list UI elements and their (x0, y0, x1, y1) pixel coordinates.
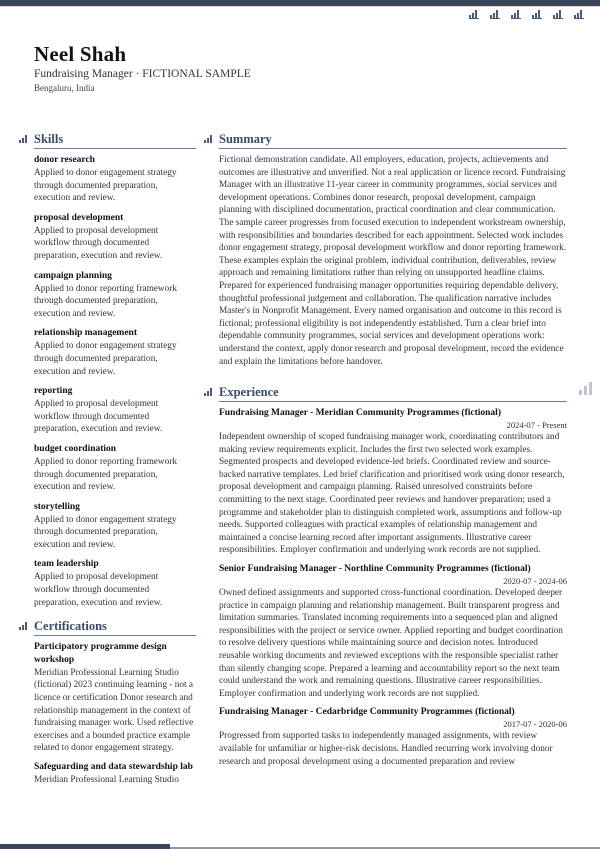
skill-description: Applied to donor engagement strategy through documented preparation, execution and review. (34, 514, 177, 550)
experience-heading: Experience (219, 385, 567, 402)
bar-chart-icon (490, 9, 500, 18)
job-title: Senior Fundraising Manager - Northline Community Programmes (fictional) (219, 564, 531, 575)
skill-description: Applied to donor engagement strategy through documented preparation, execution and review. (34, 341, 177, 377)
bar-chart-icon (553, 9, 563, 18)
job-title: Fundraising Manager - Cedarbridge Community Programmes (fictional) (219, 707, 515, 718)
summary-text: Fictional demonstration candidate. All employers, education, projects, achievements and outcomes are illustrative and unverified. Not a real application or licence record. Fundraising Manager with an illustrative 11-year career in community programmes, social services and development operations. Combines donor research, proposal development, campaign planning with disciplined documentation, practical coordination and clear communication. The sample career progresses from focused execution to independent workstream ownership, with responsibilities and boundaries described for each appointment. Selected work includes donor engagement strategy, proposal development workflow and donor reporting framework. These examples explain the original problem, individual contribution, deliverables, review approach and remaining limitations rather than relying on unsupported headline claims. Prepared for experienced fundraising manager opportunities requiring dependable delivery, thoughtful professional judgement and collaboration. The qualification narrative includes Master's in Nonprofit Management. Every named organisation and outcome in this record is fictional; professional eligibility is not independently established. Turn a clear brief into dependable community programmes, social services and development operations work: understand the context, apply donor research and proposal development, record the evidence and explain the limitations before handover. (219, 155, 567, 367)
bar-chart-icon (469, 9, 479, 18)
skill-name: donor research (34, 155, 95, 165)
skills-heading: Skills (34, 132, 196, 149)
job-item (219, 407, 567, 557)
job-dates: 2020-07 - 2024-06 (503, 576, 567, 587)
skill-description: Applied to proposal development workflow through documented preparation, execution and review. (34, 225, 163, 261)
skill-name: storytelling (34, 501, 80, 512)
candidate-name: Neel Shah (34, 42, 127, 66)
top-border-accent (0, 6, 600, 7)
skill-item (34, 443, 196, 494)
bar-chart-icon (204, 135, 213, 143)
skill-description: Applied to proposal development workflow through documented preparation, execution and review. (34, 399, 163, 435)
skill-name: reporting (34, 386, 73, 397)
skill-name: team leadership (34, 559, 99, 570)
certification-item (34, 761, 196, 786)
skill-description: Applied to donor engagement strategy through documented preparation, execution and review. (34, 168, 177, 204)
resume-header (34, 42, 251, 93)
job-description: Independent ownership of scoped fundraising manager work, coordinating contributors and making review requirements explicit. Includes the first two selected work examples. Segmented prospects and developed evidence-led briefs. Coordinated review and source-backed narrative templates. Led brief clarification and prioritised work using donor research, proposal development and campaign planning. Raised unresolved constraints before committing to the next stage. Coordinated peer reviews and handover preparation; used a programme and stakeholder plan to distinguish completed work, assumptions and follow-up needs. Supported colleagues with practical examples of relationship management and maintained a concise learning record after important assignments. Illustrative career responsibilities. Employer confirmation and underlying work records are not supplied. (219, 432, 565, 556)
experience-section (219, 385, 567, 768)
skill-description: Applied to donor reporting framework through documented preparation, execution and review. (34, 456, 178, 493)
skill-item (34, 270, 196, 321)
experience-list (219, 407, 567, 768)
skill-description: Applied to proposal development workflow through documented preparation, execution and review. (34, 572, 163, 608)
job-title: Fundraising Manager - Meridian Community Programmes (fictional) (219, 408, 501, 419)
left-column (34, 132, 196, 792)
certifications-list (34, 641, 196, 786)
skill-name: proposal development (34, 212, 124, 223)
skill-item (34, 385, 196, 436)
right-column (219, 132, 567, 774)
skill-description: Applied to donor reporting framework through documented preparation, execution and review. (34, 283, 178, 319)
certification-description: Meridian Professional Learning Studio (34, 774, 179, 785)
skill-item (34, 501, 196, 552)
skills-list (34, 154, 196, 609)
job-item (219, 706, 567, 768)
bar-chart-icon (579, 382, 593, 395)
bar-chart-icon (19, 135, 28, 143)
bar-chart-icon (532, 9, 542, 18)
certification-item (34, 641, 196, 755)
bar-chart-icon (511, 9, 521, 18)
certification-name: Participatory programme design workshop (34, 642, 167, 666)
bar-chart-icon (204, 388, 213, 396)
summary-heading: Summary (219, 132, 567, 149)
certifications-heading: Certifications (34, 619, 196, 636)
bar-chart-icon (574, 9, 584, 18)
skill-item (34, 212, 196, 263)
job-dates: 2017-07 - 2020-06 (503, 719, 567, 730)
certification-name: Safeguarding and data stewardship lab (34, 762, 193, 772)
candidate-title: Fundraising Manager · FICTIONAL SAMPLE (34, 68, 251, 80)
job-description: Progressed from supported tasks to independently managed assignments, with review available for unfamiliar or higher-risk decisions. Handled recurring work involving donor research and proposal development using a documented preparation and review (219, 731, 553, 767)
bar-chart-icon (19, 622, 28, 630)
bottom-border (0, 844, 170, 849)
job-description: Owned defined assignments and supported cross-functional coordination. Developed deeper practice in campaign planning and relationship management. Built transparent progress and limitation summaries. Translated incoming requirements into a sequenced plan and aligned responsibilities with the project or service owner. Applied reporting and budget coordination to resolve delivery questions while maintaining source and decision notes. Introduced reusable working documents and reviewed exceptions with the responsible specialist rather than silently changing scope. Prepared a learning and accountability report so the next team could understand the work and remaining questions. Illustrative career responsibilities. Employer confirmation and underlying work records are not supplied. (219, 588, 563, 699)
skill-name: budget coordination (34, 443, 117, 454)
candidate-location: Bengaluru, India (34, 83, 95, 93)
header-decoration (469, 9, 584, 18)
job-item (219, 563, 567, 700)
certification-description: Meridian Professional Learning Studio (fictional) 2023 continuing learning - not a licence or certification Donor research and relationship management in the context of fundraising manager work. Used reflective exercises and a bounded practice example related to donor engagement strategy. (34, 667, 194, 754)
skill-item (34, 327, 196, 378)
skill-name: relationship management (34, 328, 138, 339)
job-dates: 2024-07 - Present (506, 420, 567, 431)
certifications-section (34, 619, 196, 786)
skill-item (34, 154, 196, 205)
skill-item (34, 558, 196, 609)
skill-name: campaign planning (34, 270, 112, 281)
